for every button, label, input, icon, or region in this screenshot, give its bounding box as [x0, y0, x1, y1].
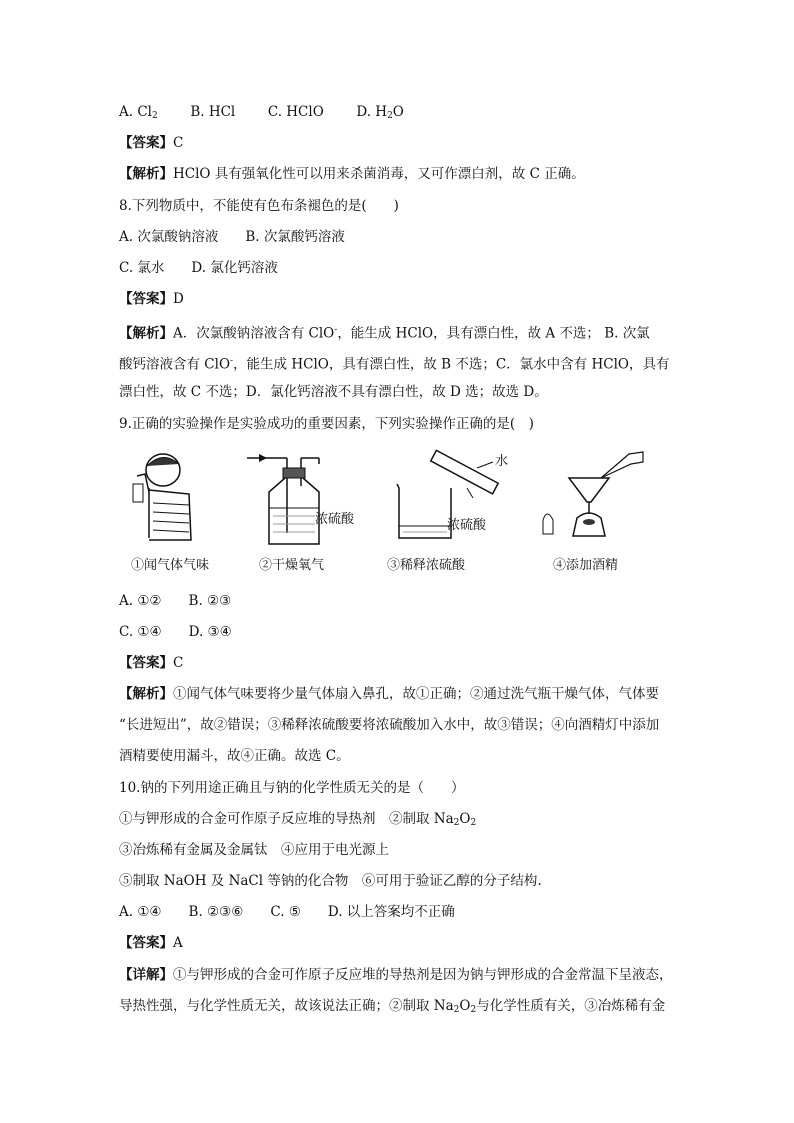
q10-items-line3: ⑤制取 NaOH 及 NaCl 等钠的化合物 ⑥可用于验证乙醇的分子结构.: [119, 873, 542, 889]
caption-2: ②干燥氧气: [259, 558, 325, 573]
smelling-gas-illustration: [119, 448, 209, 548]
q8-answer: 【答案】D: [119, 291, 184, 307]
q9-answer: 【答案】C: [119, 655, 184, 671]
lab-figure: [119, 448, 679, 578]
q10-detail-line2: 导热性强，与化学性质无关，故该说法正确；②制取 $Na_2O_2$与化学性质有关，③冶炼稀有金: [119, 998, 666, 1015]
q7-option-b: B. HCl: [190, 104, 236, 120]
q9-options-line1: A. ①② B. ②③: [119, 593, 232, 609]
caption-1: ①闻气体气味: [131, 558, 210, 573]
q7-options: [119, 102, 404, 126]
q9-options-line2: C. ①④ D. ③④: [119, 624, 232, 640]
q7-option-c: C. HClO: [267, 104, 324, 120]
q9-question: 9.正确的实验操作是实验成功的重要因素，下列实验操作正确的是( ): [119, 416, 534, 432]
q7-option-d: D. $H_2O$: [356, 104, 404, 121]
dilution-beaker-illustration: [389, 448, 509, 548]
gas-washing-bottle-illustration: [247, 448, 357, 548]
q10-options: A. ①④ B. ②③⑥ C. ⑤ D. 以上答案均不正确: [119, 904, 455, 920]
q10-detail-line1: 【详解】①与钾形成的合金可作原子反应堆的导热剂是因为钠与钾形成的合金常温下呈液态，: [119, 967, 673, 983]
q10-question: 10.钠的下列用途正确且与钠的化学性质无关的是（ ）: [119, 780, 465, 796]
q7-analysis: 【解析】HClO 具有强氧化性可以用来杀菌消毒，又可作漂白剂，故 C 正确。: [119, 166, 585, 182]
q10-answer: 【答案】A: [119, 935, 183, 951]
q9-analysis-line1: 【解析】①闻气体气味要将少量气体扇入鼻孔，故①正确；②通过洗气瓶干燥气体，气体要: [119, 686, 659, 702]
q9-analysis-line2: “长进短出”，故②错误；③稀释浓硫酸要将浓硫酸加入水中，故③错误；④向酒精灯中添加: [119, 717, 660, 733]
answer-tag: 【答案】: [119, 135, 173, 151]
q8-analysis-line3: 漂白性，故 C 不选；D．氯化钙溶液不具有漂白性，故 D 选；故选 D。: [119, 384, 548, 400]
caption-4: ④添加酒精: [553, 558, 619, 573]
q7-option-a: A. $Cl_2$: [119, 104, 158, 121]
analysis-tag: 【解析】: [119, 166, 173, 182]
alcohol-lamp-illustration: [539, 448, 649, 548]
caption-3: ③稀释浓硫酸: [387, 558, 466, 573]
label-concentrated-acid-2: 浓硫酸: [447, 518, 487, 533]
q8-analysis-line1: 【解析】A．次氯酸钠溶液含有 ClO-，能生成 HClO，具有漂白性，故 A 不选； B. 次氯: [119, 325, 650, 342]
q10-items-line1: ①与钾形成的合金可作原子反应堆的导热剂 ②制取 $Na_2O_2$: [119, 811, 477, 828]
label-water: 水: [495, 454, 509, 469]
q10-items-line2: ③冶炼稀有金属及金属钛 ④应用于电光源上: [119, 842, 389, 858]
q7-answer: 【答案】C: [119, 135, 184, 151]
q8-options-line2: C. 氯水 D. 氯化钙溶液: [119, 260, 278, 276]
label-concentrated-acid-1: 浓硫酸: [315, 512, 355, 527]
q8-options-line1: A. 次氯酸钠溶液 B. 次氯酸钙溶液: [119, 229, 345, 245]
q8-analysis-line2: 酸钙溶液含有 ClO-，能生成 HClO，具有漂白性，故 B 不选；C．氯水中含有 HClO，具有: [119, 356, 670, 373]
q9-analysis-line3: 酒精要使用漏斗，故④正确。故选 C。: [119, 748, 350, 764]
q8-question: 8.下列物质中，不能使有色布条褪色的是( ): [119, 198, 399, 214]
